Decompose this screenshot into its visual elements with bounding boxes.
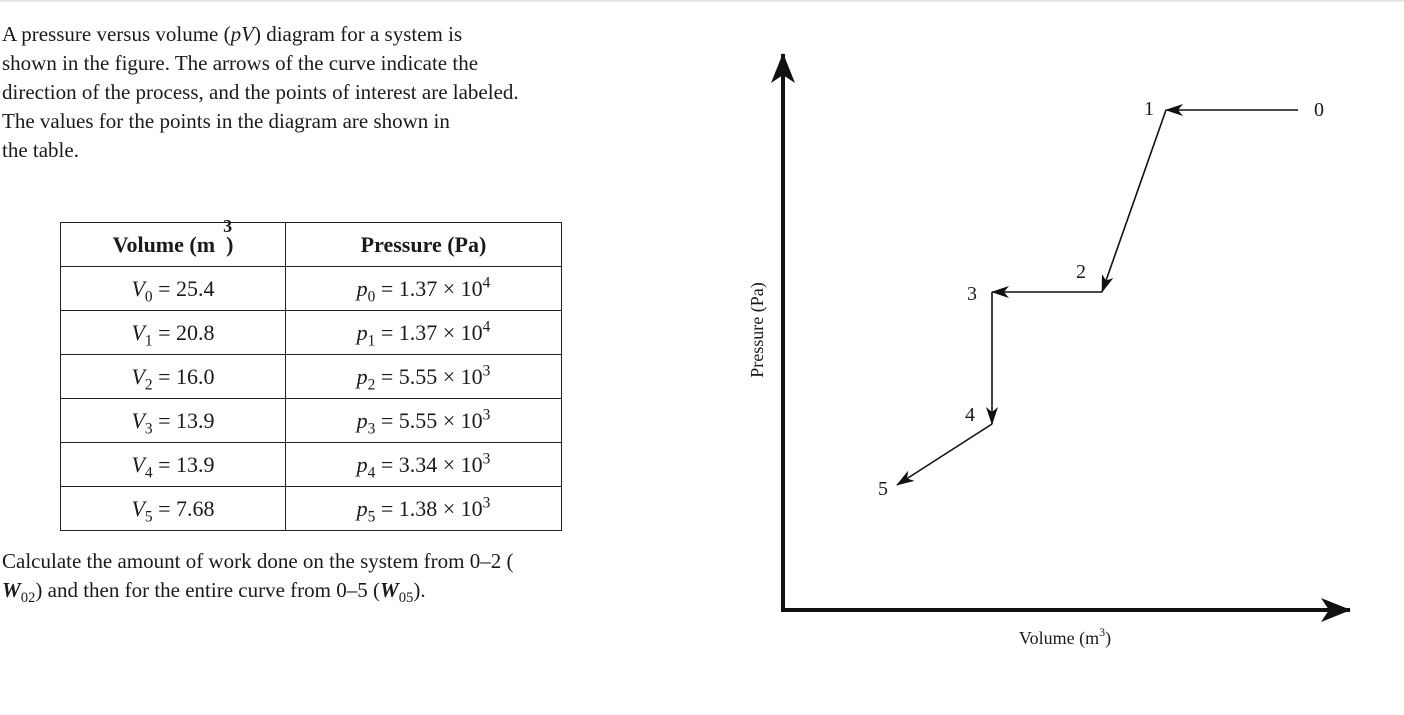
point-label-3: 3 xyxy=(967,283,977,305)
segment-1-2 xyxy=(1102,110,1166,292)
problem-intro xyxy=(2,20,682,165)
volume-column-header: Volume (m 3 ) xyxy=(61,223,286,267)
question-line-1: Calculate the amount of work done on the system from 0–2 ( xyxy=(2,549,514,573)
top-divider xyxy=(0,0,1404,2)
pressure-column-header: Pressure (Pa) xyxy=(286,223,562,267)
values-table xyxy=(60,215,562,531)
table-header-row xyxy=(61,223,562,267)
point-label-4: 4 xyxy=(965,404,975,426)
table-row xyxy=(61,355,562,399)
point-label-1: 1 xyxy=(1144,98,1154,120)
point-label-2: 2 xyxy=(1076,261,1086,283)
volume-cell: $V_0 = 25.4$ xyxy=(61,267,286,311)
table-row xyxy=(61,443,562,487)
volume-cell: $V_2 = 16.0$ xyxy=(61,355,286,399)
volume-cell: $V_1 = 20.8$ xyxy=(61,311,286,355)
x-axis-label: Volume $(m^3)$ xyxy=(1018,625,1112,648)
pv-diagram xyxy=(730,40,1370,660)
volume-cell: $V_3 = 13.9$ xyxy=(61,399,286,443)
pressure-cell: $p_3 = 5.55 \times 10^3$ xyxy=(286,399,562,443)
table-row xyxy=(61,487,562,531)
intro-line-3: direction of the process, and the points of interest are labeled. xyxy=(2,80,519,104)
table-row xyxy=(61,311,562,355)
y-axis-label: Pressure (Pa) xyxy=(747,282,767,378)
point-label-5: 5 xyxy=(878,478,888,500)
pressure-cell: $p_5 = 1.38 \times 10^3$ xyxy=(286,487,562,531)
table-row xyxy=(61,267,562,311)
problem-question xyxy=(2,547,682,605)
point-label-0: 0 xyxy=(1314,99,1324,121)
segment-4-5 xyxy=(897,424,992,485)
intro-line-1: A pressure versus volume (pV) diagram for a system is xyxy=(2,22,463,46)
intro-line-5: the table. xyxy=(2,138,79,162)
pressure-cell: $p_4 = 3.34 \times 10^3$ xyxy=(286,443,562,487)
pressure-cell: $p_2 = 5.55 \times 10^3$ xyxy=(286,355,562,399)
intro-line-4: The values for the points in the diagram are shown in xyxy=(2,109,450,133)
table-row xyxy=(61,399,562,443)
pressure-cell: $p_0 = 1.37 \times 10^4$ xyxy=(286,267,562,311)
question-line-2: $W_{02}$) and then for the entire curve from 0–5 $(W_{05})$. xyxy=(2,578,426,607)
volume-cell: $V_4 = 13.9$ xyxy=(61,443,286,487)
intro-line-2: shown in the figure. The arrows of the curve indicate the xyxy=(2,51,479,75)
pressure-cell: $p_1 = 1.37 \times 10^4$ xyxy=(286,311,562,355)
volume-cell: $V_5 = 7.68$ xyxy=(61,487,286,531)
pv-symbol: pV xyxy=(230,22,254,46)
